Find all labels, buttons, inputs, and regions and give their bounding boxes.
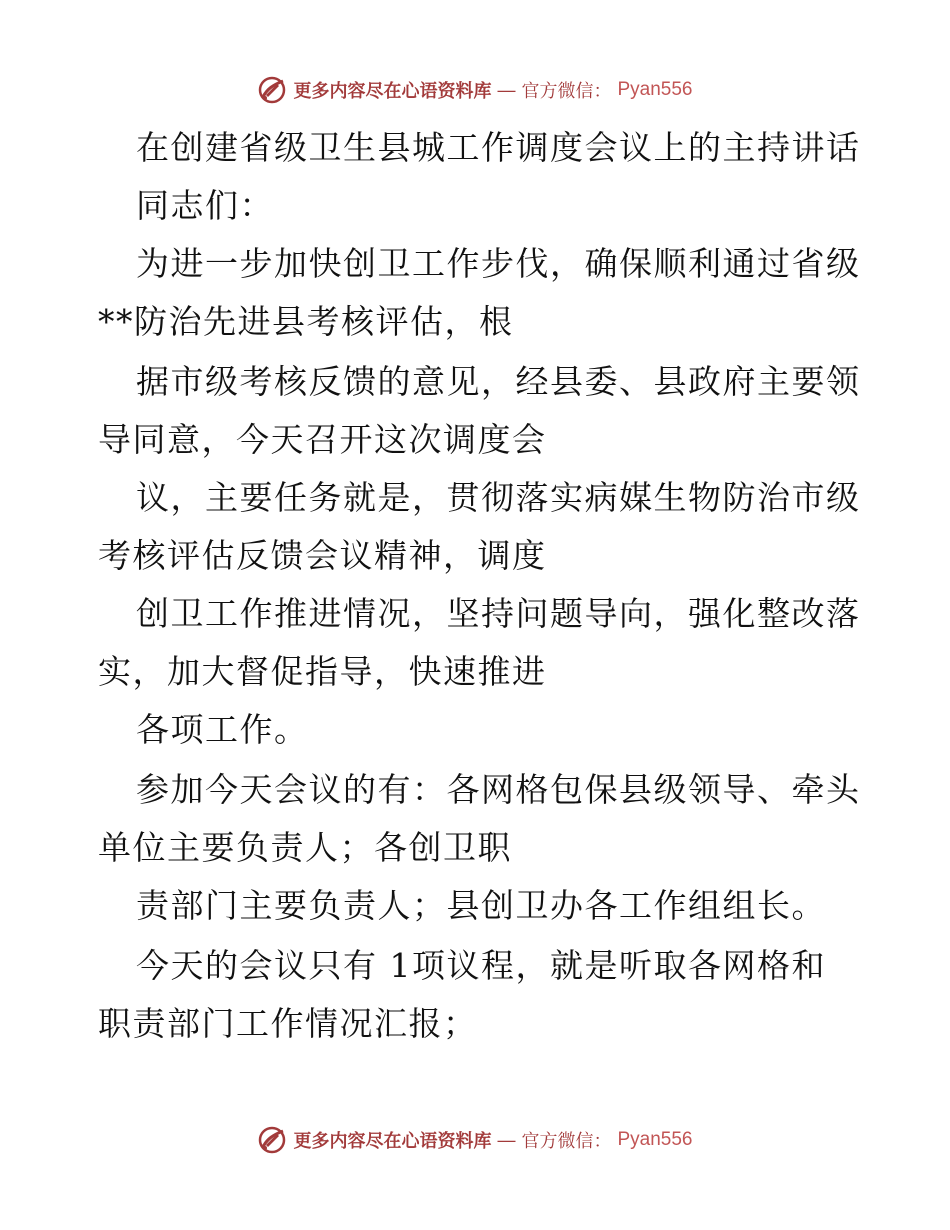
watermark-wechat-id: Pyan556 <box>617 79 693 100</box>
paragraph-line: 实，加大督促指导，快速推进 <box>98 652 547 691</box>
watermark-wechat-label: 官方微信： <box>521 81 612 102</box>
paragraph-line: 考核评估反馈会议精神，调度 <box>98 536 547 575</box>
pen-logo-icon <box>257 1125 287 1155</box>
footer-watermark <box>0 1122 950 1158</box>
paragraph-line: 据市级考核反馈的意见，经县委、县政府主要领 <box>136 362 861 401</box>
watermark-site-text: 更多内容尽在心语资料库 <box>293 1131 492 1152</box>
document-title: 在创建省级卫生县城工作调度会议上的主持讲话 <box>136 128 861 167</box>
pen-logo-icon <box>257 75 287 105</box>
paragraph-line: 职责部门工作情况汇报； <box>98 1004 478 1043</box>
paragraph-line: 为进一步加快创卫工作步伐，确保顺利通过省级 <box>136 244 861 283</box>
watermark-site-text: 更多内容尽在心语资料库 <box>293 81 492 102</box>
paragraph-line: **防治先进县考核评估，根 <box>98 302 514 341</box>
header-watermark <box>0 72 950 108</box>
paragraph-line: 今天的会议只有 1项议程，就是听取各网格和 <box>136 946 826 985</box>
watermark-dash: — <box>497 79 516 100</box>
paragraph-line: 创卫工作推进情况，坚持问题导向，强化整改落 <box>136 594 861 633</box>
paragraph-line: 导同意，今天召开这次调度会 <box>98 420 547 459</box>
watermark-dash: — <box>497 1129 516 1150</box>
paragraph-line: 同志们： <box>136 186 274 225</box>
paragraph-line: 各项工作。 <box>136 710 309 749</box>
watermark-wechat-id: Pyan556 <box>617 1129 693 1150</box>
paragraph-line: 参加今天会议的有：各网格包保县级领导、牵头 <box>136 770 861 809</box>
paragraph-line: 单位主要负责人；各创卫职 <box>98 828 512 867</box>
paragraph-line: 议，主要任务就是，贯彻落实病媒生物防治市级 <box>136 478 861 517</box>
watermark-wechat-label: 官方微信： <box>521 1131 612 1152</box>
paragraph-line: 责部门主要负责人；县创卫办各工作组组长。 <box>136 886 826 925</box>
